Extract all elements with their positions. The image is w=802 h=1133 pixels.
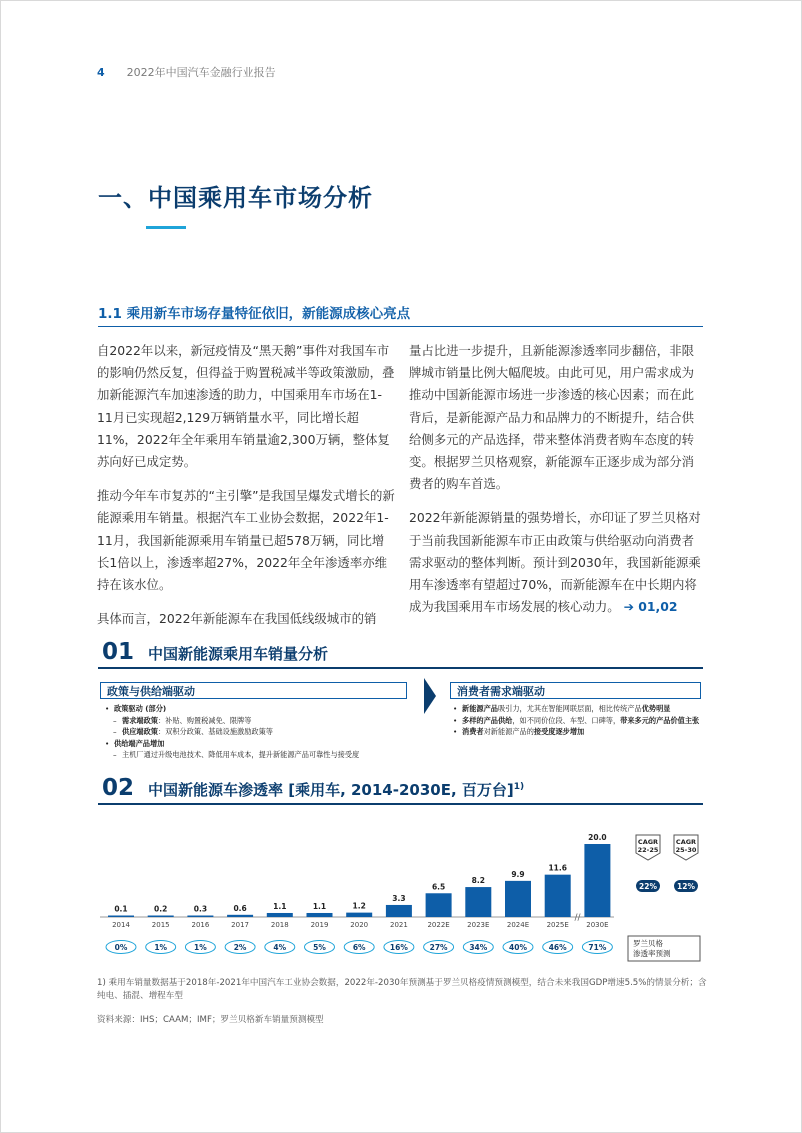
footnote: 1) 乘用车销量数据基于2018年-2021年中国汽车工业协会数据，2022年-2030年预测基于罗兰贝格疫情预测模型，结合未来我国GDP增速5.5%的情景分析；含纯电、插混、增程车型 [97, 978, 707, 1001]
bar-value-label: 1.2 [352, 901, 366, 911]
bar-value-label: 0.6 [233, 903, 247, 913]
consumer-demand-box-title: 消费者需求端驱动 [450, 682, 701, 699]
penetration-legend-text: 罗兰贝格 [633, 939, 663, 948]
x-tick-label: 2022E [427, 921, 450, 929]
subsection-divider [98, 326, 703, 327]
bar [227, 915, 253, 917]
bar [386, 905, 412, 917]
bar-value-label: 11.6 [548, 863, 567, 873]
list-item: – 主机厂通过升级电池技术、降低用车成本，提升新能源产品可靠性与接受度 [104, 749, 414, 761]
section-title: 一、中国乘用车市场分析 [98, 184, 373, 212]
list-item: • 消费者对新能源产品的接受度逐步增加 [452, 726, 704, 738]
penetration-label: 6% [352, 943, 366, 952]
cagr-period: 22-25 [637, 846, 659, 854]
page-header [97, 64, 276, 80]
paragraph: 推动今年车市复苏的“主引擎”是我国呈爆发式增长的新能源乘用车销量。根据汽车工业协会数据，2022年1-11月，我国新能源乘用车销量已超578万辆，同比增长1倍以上，渗透率超27%，2022年全年渗透率亦维持在该水位。 [97, 488, 395, 593]
x-tick-label: 2020 [350, 921, 369, 929]
consumer-demand-bullets [452, 703, 704, 738]
exhibit-link[interactable]: ➔ 01,02 [623, 599, 678, 615]
penetration-label: 0% [114, 943, 128, 952]
bar-value-label: 8.2 [471, 876, 485, 886]
penetration-label: 46% [548, 943, 567, 952]
cagr-label: CAGR [675, 838, 697, 846]
bar-value-label: 1.1 [273, 901, 287, 911]
footnote-marker: 1) [513, 782, 525, 792]
report-title: 2022年中国汽车金融行业报告 [126, 66, 276, 79]
list-item: • 多样的产品供给，如不同价位段、车型、口碑等，带来多元的产品价值主张 [452, 715, 704, 727]
paragraph-text: 2022年新能源销量的强势增长，亦印证了罗兰贝格对于当前我国新能源车市正由政策与供给驱动向消费者需求驱动的整体判断。预计到2030年，我国新能源乘用车渗透率有望超过70%，而新能源车在中长期内将成为我国乘用车市场发展的核心动力。 [409, 510, 701, 615]
list-item: – 供应端政策：双积分政策、基础设施激励政策等 [104, 726, 414, 738]
penetration-label: 16% [389, 943, 408, 952]
bar [465, 887, 491, 917]
penetration-label: 27% [429, 943, 448, 952]
penetration-label: 2% [233, 943, 247, 952]
policy-supply-box-title: 政策与供给端驱动 [100, 682, 407, 699]
penetration-label: 4% [273, 943, 287, 952]
penetration-label: 5% [313, 943, 326, 952]
bar [505, 881, 531, 917]
x-tick-label: 2023E [467, 921, 490, 929]
x-tick-label: 2017 [231, 921, 250, 929]
bar-value-label: 0.2 [154, 904, 168, 914]
bar [426, 893, 452, 917]
subsection-title: 1.1 乘用新车市场存量特征依旧，新能源成核心亮点 [98, 306, 411, 322]
list-item: – 需求端政策：补贴、购置税减免、限牌等 [104, 715, 414, 727]
bar-value-label: 0.1 [114, 904, 128, 914]
x-tick-label: 2015 [151, 921, 170, 929]
bar-value-label: 6.5 [431, 882, 446, 892]
paragraph: 量占比进一步提升，且新能源渗透率同步翻倍，非限牌城市销量比例大幅爬坡。由此可见，用户需求成为推动中国新能源市场进一步渗透的核心因素；而在此背后，是新能源产品力和品牌力的不断提升，结合供给侧多元的产品选择，带来整体消费者购车态度的转变。根据罗兰贝格观察，新能源车正逐步成为部分消费者的购车首选。 [409, 343, 694, 492]
list-item: • 政策驱动 (部分) [104, 703, 414, 715]
page-number: 4 [97, 66, 105, 79]
x-tick-label: 2014 [112, 921, 130, 929]
penetration-label: 34% [469, 943, 488, 952]
x-tick-label: 2019 [310, 921, 329, 929]
exhibit-rule [98, 667, 703, 669]
penetration-chart [0, 815, 802, 965]
x-tick-label: 2024E [506, 921, 530, 929]
list-item: • 供给端产品增加 [104, 738, 414, 750]
exhibit-number: 02 [102, 775, 135, 801]
penetration-label: 1% [194, 943, 207, 952]
policy-supply-bullets [104, 703, 414, 761]
cagr-value: 22% [639, 882, 657, 891]
x-tick-label: 2018 [270, 921, 289, 929]
bar [267, 913, 293, 917]
cagr-period: 25-30 [675, 846, 697, 854]
section-title-underline [146, 226, 186, 229]
axis-break-marker: // [574, 913, 581, 923]
paragraph: 自2022年以来，新冠疫情及“黑天鹅”事件对我国车市的影响仍然反复，但得益于购置税减半等政策激励，叠加新能源汽车加速渗透的助力，中国乘用车市场在1-11月已实现超2,129万辆销量水平，同比增长超11%，2022年全年乘用车销量逾2,300万辆，整体复苏向好已成定势。 [97, 343, 395, 470]
list-item: • 新能源产品吸引力，尤其在智能网联层面，相比传统产品优势明显 [452, 703, 704, 715]
exhibit-number: 01 [102, 639, 135, 665]
penetration-label: 40% [509, 943, 527, 952]
bar [545, 875, 571, 917]
exhibit-title [148, 779, 524, 800]
x-tick-label: 2021 [389, 921, 408, 929]
bar-value-label: 1.1 [312, 901, 327, 911]
bar [148, 916, 174, 918]
right-column [409, 340, 706, 618]
left-column [97, 340, 395, 642]
bar [108, 916, 134, 918]
x-tick-label: 2025E [546, 921, 569, 929]
penetration-label: 71% [588, 943, 607, 952]
bar-value-label: 3.3 [392, 893, 406, 903]
exhibit-title: 中国新能源乘用车销量分析 [148, 645, 329, 663]
chevron-right-icon [424, 678, 436, 714]
paragraph [409, 507, 706, 618]
exhibit-title-text: 中国新能源车渗透率 [乘用车, 2014-2030E, 百万台] [148, 781, 514, 799]
cagr-label: CAGR [637, 838, 659, 846]
bar-value-label: 0.3 [193, 904, 208, 914]
cagr-value: 12% [677, 882, 695, 891]
exhibit-rule [98, 803, 703, 805]
source-note: 资料来源：IHS；CAAM；IMF；罗兰贝格新车销量预测模型 [97, 1015, 324, 1025]
penetration-label: 1% [154, 943, 168, 952]
paragraph: 具体而言，2022年新能源车在我国低线级城市的销 [97, 611, 377, 627]
x-tick-label: 2030E [586, 921, 609, 929]
bar-value-label: 20.0 [588, 833, 607, 842]
bar [307, 913, 333, 917]
bar [346, 913, 372, 917]
bar [187, 916, 213, 918]
bar [584, 844, 610, 917]
x-tick-label: 2016 [191, 921, 210, 929]
penetration-legend-text: 渗透率预测 [633, 949, 671, 958]
bar-value-label: 9.9 [511, 869, 525, 879]
